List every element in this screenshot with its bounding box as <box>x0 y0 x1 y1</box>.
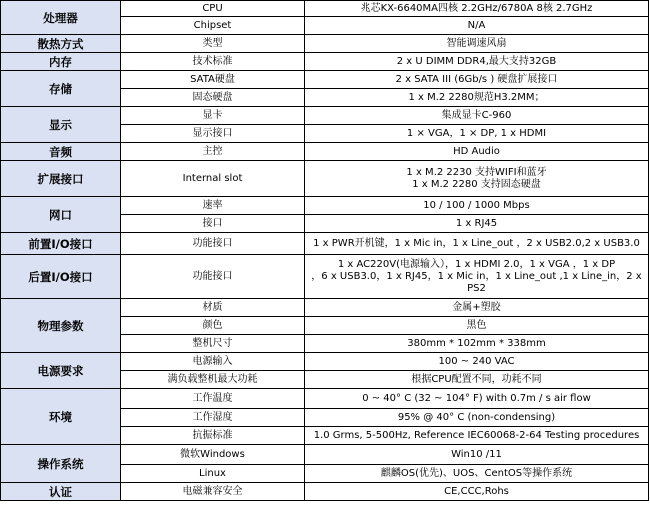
value-line: 1.0 Grms, 5-500Hz, Reference IEC60068-2-64 Testing procedures <box>313 429 640 441</box>
value-line: 10 / 100 / 1000 Mbps <box>423 199 530 211</box>
item-value-cell <box>305 125 649 143</box>
item-value-cell <box>305 143 649 161</box>
item-label-cell: 满负载整机最大功耗 <box>121 371 305 389</box>
value-line: Win10 /11 <box>451 448 502 460</box>
table-row <box>1 197 649 215</box>
category-cell: 音频 <box>1 143 121 161</box>
value-line: 380mm * 102mm * 338mm <box>407 337 546 349</box>
table-row <box>1 143 649 161</box>
item-value-cell <box>305 353 649 371</box>
item-label-cell: 技术标准 <box>121 53 305 71</box>
item-label-cell: SATA硬盘 <box>121 71 305 89</box>
value-line: 金属+塑胶 <box>452 301 501 313</box>
table-row <box>1 107 649 125</box>
item-label-cell: 显示接口 <box>121 125 305 143</box>
item-value-cell <box>305 197 649 215</box>
category-cell: 扩展接口 <box>1 161 121 197</box>
item-value-cell <box>305 317 649 335</box>
value-line: 1 x AC220V(电源输入），1 x HDMI 2.0，1 x VGA ，1 x DP <box>337 258 616 270</box>
item-value-cell <box>305 161 649 197</box>
table-row <box>1 483 649 501</box>
item-value-cell <box>305 107 649 125</box>
table-row <box>1 161 649 197</box>
table-row <box>1 445 649 465</box>
item-value-cell <box>305 17 649 35</box>
item-value-cell <box>305 465 649 483</box>
value-line: 2 x U DIMM DDR4,最大支持32GB <box>396 55 557 67</box>
item-label-cell: Internal slot <box>121 161 305 197</box>
item-value-cell <box>305 409 649 427</box>
item-value-cell <box>305 89 649 107</box>
item-value-cell <box>305 255 649 299</box>
value-line: 2 x SATA III (6Gb/s ) 硬盘扩展接口 <box>395 73 558 85</box>
item-value-cell <box>305 1 649 17</box>
category-cell: 物理参数 <box>1 299 121 353</box>
table-row <box>1 1 649 17</box>
category-cell: 显示 <box>1 107 121 143</box>
category-cell: 认证 <box>1 483 121 501</box>
category-cell: 操作系统 <box>1 445 121 483</box>
value-line: ，6 x USB3.0，1 x RJ45，1 x Mic in，1 x Line_out ,1 x Line_in，2 x <box>311 270 642 282</box>
item-value-cell <box>305 427 649 445</box>
category-cell: 后置I/O接口 <box>1 255 121 299</box>
spec-table-body <box>1 1 649 501</box>
table-row <box>1 71 649 89</box>
item-label-cell: 速率 <box>121 197 305 215</box>
item-value-cell <box>305 35 649 53</box>
category-cell: 环境 <box>1 389 121 445</box>
value-line: 集成显卡C-960 <box>441 109 512 121</box>
value-line: 黑色 <box>466 319 487 331</box>
item-label-cell: 工作湿度 <box>121 409 305 427</box>
value-line: 麒麟OS(优先)、UOS、CentOS等操作系统 <box>380 467 573 479</box>
table-row <box>1 353 649 371</box>
item-value-cell <box>305 53 649 71</box>
value-line: HD Audio <box>453 145 500 157</box>
item-value-cell <box>305 389 649 409</box>
item-label-cell: 显卡 <box>121 107 305 125</box>
value-line: 1 x M.2 2230 支持WIFI和蓝牙 <box>406 166 547 178</box>
table-row <box>1 233 649 255</box>
table-row <box>1 299 649 317</box>
value-line: 智能调速风扇 <box>446 37 507 49</box>
value-line: 1 x PWR开机键，1 x Mic in，1 x Line_out ，2 x USB2.0,2 x USB3.0 <box>313 237 640 249</box>
item-label-cell: 主控 <box>121 143 305 161</box>
item-value-cell <box>305 335 649 353</box>
table-row <box>1 389 649 409</box>
category-cell: 前置I/O接口 <box>1 233 121 255</box>
category-cell: 内存 <box>1 53 121 71</box>
item-label-cell: 功能接口 <box>121 255 305 299</box>
value-line: 1 x M.2 2280 支持固态硬盘 <box>412 178 541 190</box>
item-label-cell: Linux <box>121 465 305 483</box>
category-cell: 处理器 <box>1 1 121 35</box>
item-label-cell: 工作温度 <box>121 389 305 409</box>
item-value-cell <box>305 215 649 233</box>
value-line: 0 ~ 40° C (32 ~ 104° F) with 0.7m / s air flow <box>362 392 591 404</box>
item-value-cell <box>305 71 649 89</box>
value-line: 1 x RJ45 <box>455 217 498 229</box>
item-label-cell: 功能接口 <box>121 233 305 255</box>
value-line: 根据CPU配置不同，功耗不同 <box>411 373 542 385</box>
item-label-cell: 电源输入 <box>121 353 305 371</box>
category-cell: 存储 <box>1 71 121 107</box>
item-label-cell: 类型 <box>121 35 305 53</box>
item-label-cell: 整机尺寸 <box>121 335 305 353</box>
item-label-cell: Chipset <box>121 17 305 35</box>
item-label-cell: 材质 <box>121 299 305 317</box>
value-line: CE,CCC,Rohs <box>444 485 509 497</box>
table-row <box>1 35 649 53</box>
value-line: 1 x M.2 2280规范H3.2MM； <box>408 91 545 103</box>
item-label-cell: 电磁兼容安全 <box>121 483 305 501</box>
table-row <box>1 255 649 299</box>
value-line: N/A <box>467 19 486 31</box>
value-line: 95% @ 40° C (non-condensing) <box>397 411 556 423</box>
item-value-cell <box>305 371 649 389</box>
item-value-cell <box>305 483 649 501</box>
table-row <box>1 53 649 71</box>
item-label-cell: 颜色 <box>121 317 305 335</box>
item-label-cell: CPU <box>121 1 305 17</box>
item-value-cell <box>305 445 649 465</box>
item-value-cell <box>305 299 649 317</box>
value-line: 100 ~ 240 VAC <box>438 355 515 367</box>
category-cell: 电源要求 <box>1 353 121 389</box>
item-label-cell: 微软Windows <box>121 445 305 465</box>
category-cell: 散热方式 <box>1 35 121 53</box>
value-line: PS2 <box>467 282 486 294</box>
item-value-cell <box>305 233 649 255</box>
category-cell: 网口 <box>1 197 121 233</box>
item-label-cell: 抗振标准 <box>121 427 305 445</box>
item-label-cell: 固态硬盘 <box>121 89 305 107</box>
value-line: 兆芯KX-6640MA四核 2.2GHz/6780A 8核 2.7GHz <box>360 2 593 14</box>
value-line: 1 × VGA，1 × DP, 1 x HDMI <box>406 127 547 139</box>
item-label-cell: 接口 <box>121 215 305 233</box>
